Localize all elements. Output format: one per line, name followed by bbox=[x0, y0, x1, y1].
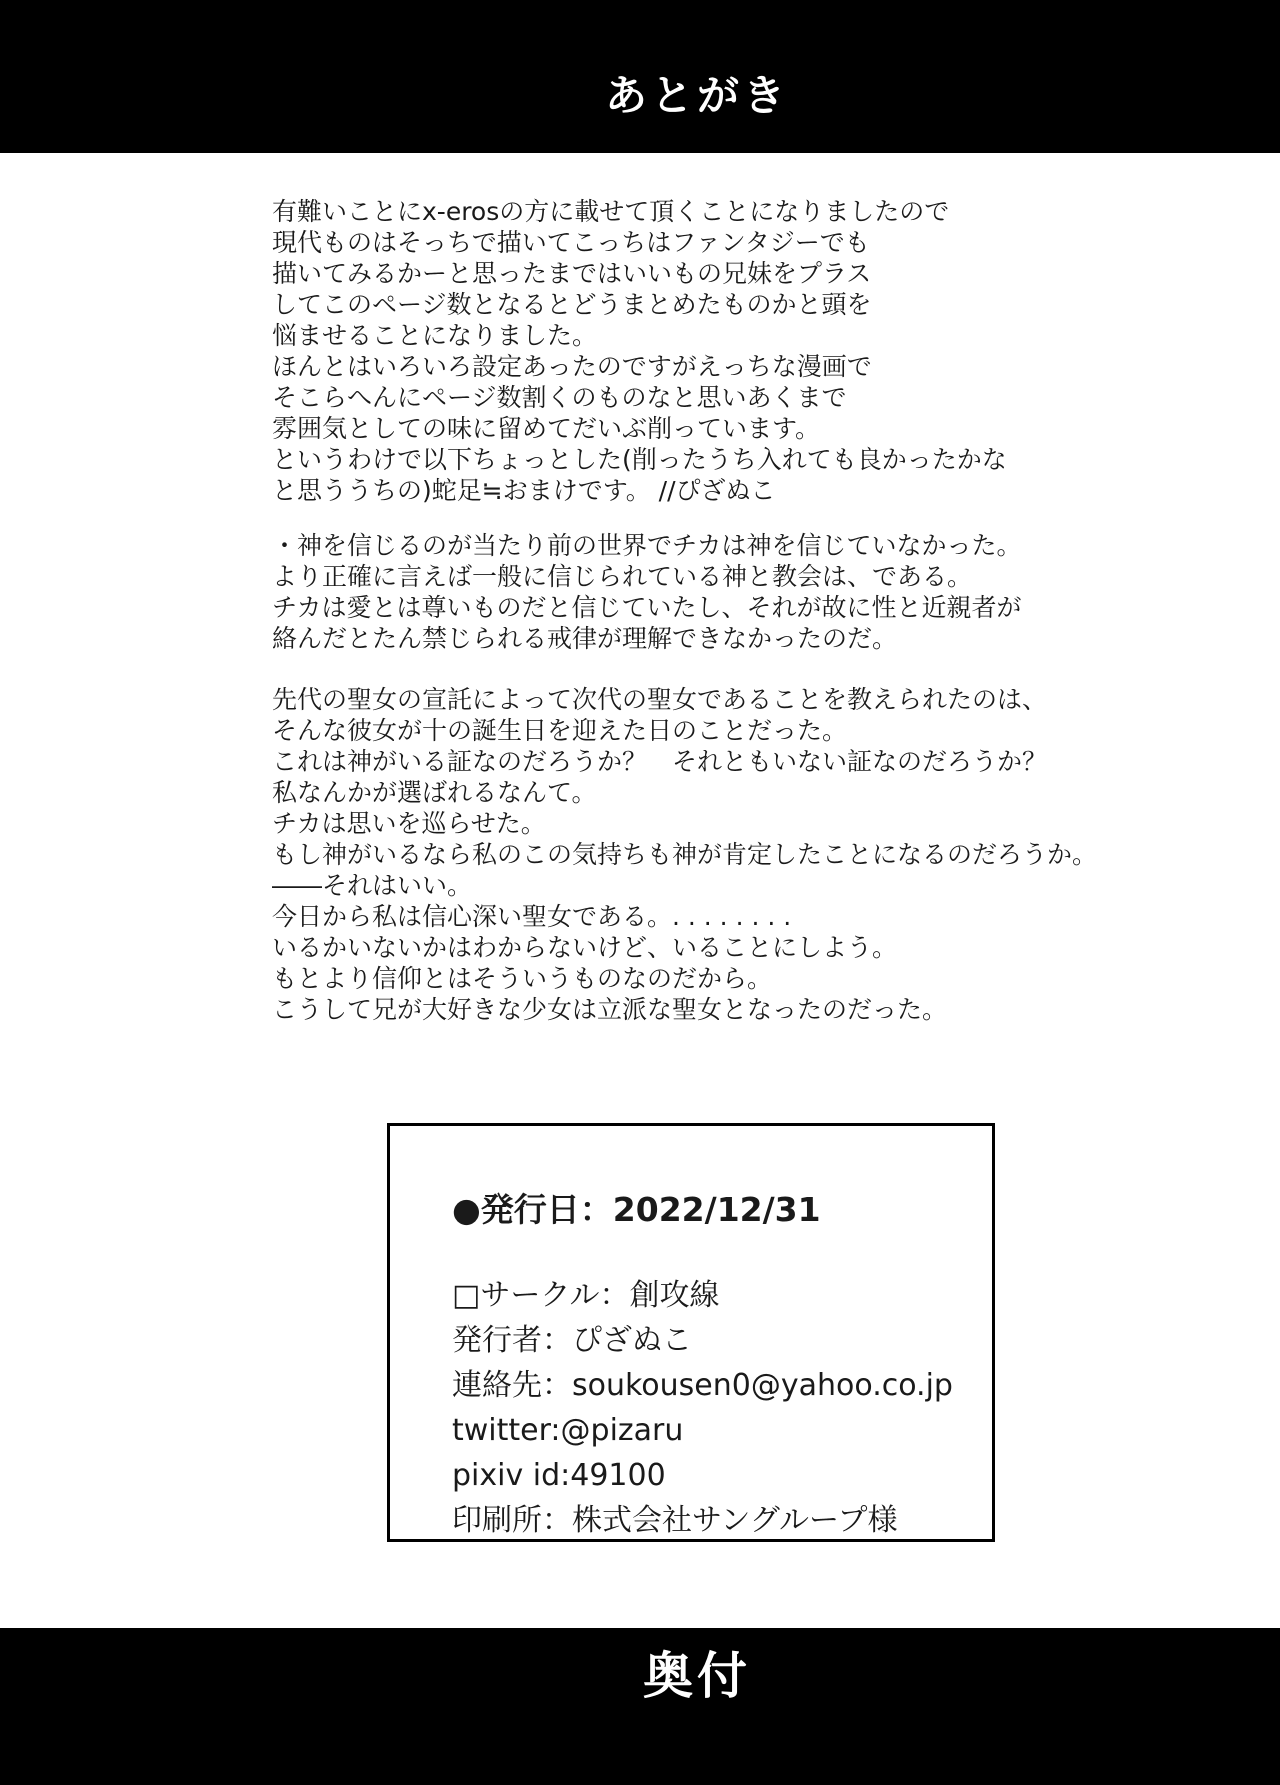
text-line: というわけで以下ちょっとした(削ったうち入れても良かったかな bbox=[272, 445, 1007, 474]
text-line: より正確に言えば一般に信じられている神と教会は、である。 bbox=[272, 562, 973, 591]
page-title: あとがき bbox=[604, 70, 789, 120]
afterword-body bbox=[272, 196, 1132, 1025]
contact-email-line: 連絡先：soukousen0@yahoo.co.jp bbox=[452, 1368, 953, 1403]
printer-line: 印刷所：株式会社サングループ様 bbox=[452, 1503, 898, 1538]
text-line: ・神を信じるのが当たり前の世界でチカは神を信じていなかった。 bbox=[272, 531, 1022, 560]
text-line: 現代ものはそっちで描いてこっちはファンタジーでも bbox=[272, 228, 870, 257]
text-line: 悩ませることになりました。 bbox=[272, 321, 598, 350]
text-line: してこのページ数となるとどうまとめたものかと頭を bbox=[272, 290, 872, 319]
circle-name-line: □サークル：創攻線 bbox=[452, 1278, 720, 1313]
text-line: 今日から私は信心深い聖女である。. . . . . . . . bbox=[272, 902, 792, 931]
text-line: 有難いことにx-erosの方に載せて頂くことになりましたので bbox=[272, 197, 950, 226]
colophon-title: 奥付 bbox=[643, 1647, 751, 1705]
twitter-line: twitter:@pizaru bbox=[452, 1413, 684, 1448]
text-line: ほんとはいろいろ設定あったのですがえっちな漫画で bbox=[272, 352, 872, 381]
text-line: ――それはいい。 bbox=[272, 871, 473, 900]
text-line: 雰囲気としての味に留めてだいぶ削っています。 bbox=[272, 414, 821, 443]
text-line: 先代の聖女の宣託によって次代の聖女であることを教えられたのは、 bbox=[272, 685, 1048, 714]
text-line: チカは愛とは尊いものだと信じていたし、それが故に性と近親者が bbox=[272, 593, 1022, 622]
text-line: 絡んだとたん禁じられる戒律が理解できなかったのだ。 bbox=[272, 624, 898, 653]
afterword-paragraph-2 bbox=[272, 530, 1132, 654]
afterword-paragraph-3 bbox=[272, 684, 1132, 1025]
footer-bar bbox=[0, 1628, 1280, 1785]
header-bar bbox=[0, 0, 1280, 153]
text-line: 描いてみるかーと思ったまではいいもの兄妹をプラス bbox=[272, 259, 872, 288]
text-line: チカは思いを巡らせた。 bbox=[272, 809, 546, 838]
text-line: 私なんかが選ばれるなんて。 bbox=[272, 778, 597, 807]
text-line: これは神がいる証なのだろうか？ それともいない証なのだろうか？ bbox=[272, 747, 1048, 776]
text-line: そんな彼女が十の誕生日を迎えた日のことだった。 bbox=[272, 716, 848, 745]
publish-date-line: ●発行日：2022/12/31 bbox=[452, 1190, 821, 1229]
text-line: と思ううちの)蛇足≒おまけです。 //ぴざぬこ bbox=[272, 476, 776, 505]
text-line: もとより信仰とはそういうものなのだから。 bbox=[272, 964, 773, 993]
publisher-line: 発行者：ぴざぬこ bbox=[452, 1323, 692, 1358]
text-line: いるかいないかはわからないけど、いることにしよう。 bbox=[272, 933, 898, 962]
afterword-paragraph-1 bbox=[272, 196, 1132, 506]
text-line: もし神がいるなら私のこの気持ちも神が肯定したことになるのだろうか。 bbox=[272, 840, 1098, 869]
colophon-box bbox=[387, 1123, 995, 1542]
text-line: そこらへんにページ数割くのものなと思いあくまで bbox=[272, 383, 847, 412]
pixiv-id-line: pixiv id:49100 bbox=[452, 1458, 666, 1493]
text-line: こうして兄が大好きな少女は立派な聖女となったのだった。 bbox=[272, 995, 948, 1024]
